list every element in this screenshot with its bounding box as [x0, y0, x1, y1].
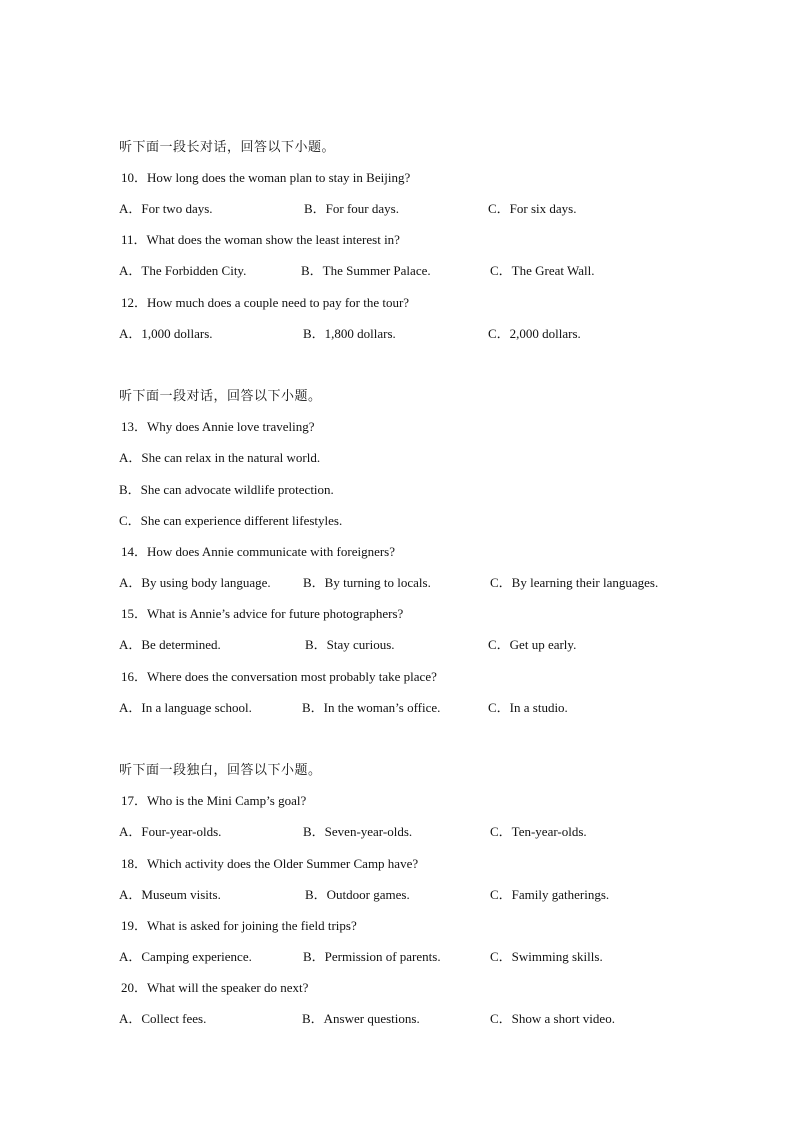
option-c: C．Show a short video. — [490, 1011, 615, 1026]
option-a: A．She can relax in the natural world. — [119, 450, 321, 465]
option-b: B．The Summer Palace. — [301, 263, 431, 278]
option-c: C．Family gatherings. — [490, 887, 610, 902]
option-c: C．In a studio. — [488, 700, 568, 715]
option-b: B．1,800 dollars. — [303, 326, 396, 341]
question-stem: 13．Why does Annie love traveling? — [121, 419, 315, 434]
option-b: B．Permission of parents. — [303, 949, 441, 964]
option-a: A．Be determined. — [119, 637, 221, 652]
question-stem: 19．What is asked for joining the field trips? — [121, 918, 357, 933]
section-heading: 听下面一段对话，回答以下小题。 — [119, 389, 322, 404]
option-c: C．The Great Wall. — [490, 263, 595, 278]
option-b: B．Outdoor games. — [305, 887, 410, 902]
option-a: A．For two days. — [119, 201, 213, 216]
option-a: A．Camping experience. — [119, 949, 252, 964]
option-c: C．She can experience different lifestyles. — [119, 513, 343, 528]
question-stem: 20．What will the speaker do next? — [121, 980, 309, 995]
option-a: A．Four-year-olds. — [119, 824, 222, 839]
question-stem: 18．Which activity does the Older Summer Camp have? — [121, 856, 419, 871]
option-b: B．In the woman’s office. — [302, 700, 441, 715]
section-heading: 听下面一段独白，回答以下小题。 — [119, 763, 322, 778]
question-stem: 12．How much does a couple need to pay for the tour? — [121, 295, 410, 310]
option-c: C．2,000 dollars. — [488, 326, 581, 341]
option-a: A．Museum visits. — [119, 887, 221, 902]
option-c: C．For six days. — [488, 201, 577, 216]
section-heading: 听下面一段长对话，回答以下小题。 — [119, 140, 336, 155]
question-stem: 14．How does Annie communicate with foreigners? — [121, 544, 396, 559]
option-c: C．Ten-year-olds. — [490, 824, 587, 839]
option-b: B．Answer questions. — [302, 1011, 420, 1026]
option-c: C．By learning their languages. — [490, 575, 659, 590]
option-c: C．Swimming skills. — [490, 949, 603, 964]
option-a: A．The Forbidden City. — [119, 263, 247, 278]
option-a: A．In a language school. — [119, 700, 252, 715]
option-b: B．Seven-year-olds. — [303, 824, 413, 839]
question-stem: 11．What does the woman show the least interest in? — [121, 232, 400, 247]
question-stem: 10．How long does the woman plan to stay in Beijing? — [121, 170, 411, 185]
option-b: B．She can advocate wildlife protection. — [119, 482, 334, 497]
option-a: A．1,000 dollars. — [119, 326, 213, 341]
option-a: A．Collect fees. — [119, 1011, 207, 1026]
option-b: B．By turning to locals. — [303, 575, 431, 590]
question-stem: 15．What is Annie’s advice for future photographers? — [121, 606, 404, 621]
question-stem: 16．Where does the conversation most probably take place? — [121, 669, 437, 684]
option-b: B．Stay curious. — [305, 637, 395, 652]
question-stem: 17．Who is the Mini Camp’s goal? — [121, 793, 307, 808]
option-c: C．Get up early. — [488, 637, 577, 652]
option-b: B．For four days. — [304, 201, 399, 216]
option-a: A．By using body language. — [119, 575, 271, 590]
